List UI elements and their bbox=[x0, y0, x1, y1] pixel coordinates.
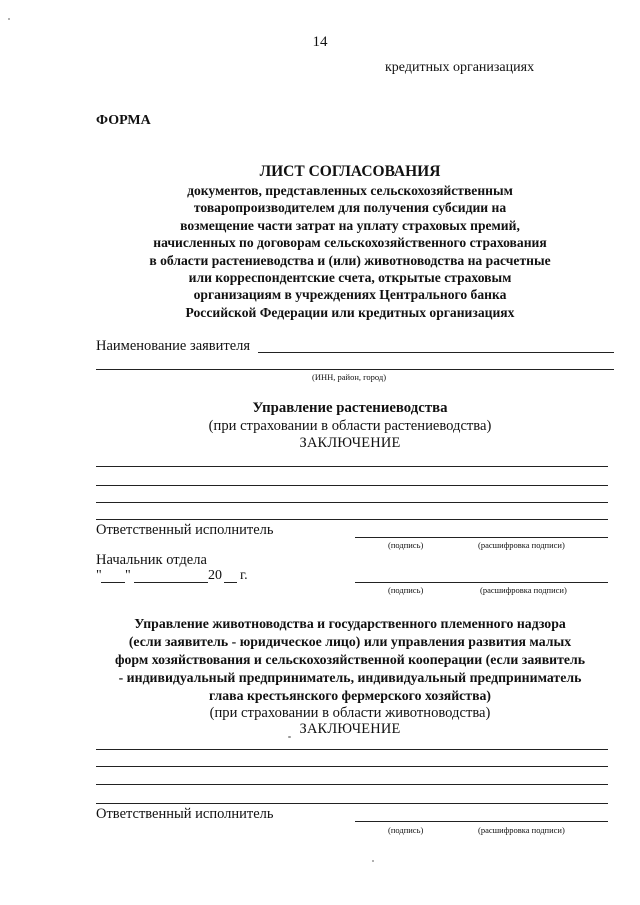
section1-conclusion-line[interactable] bbox=[96, 485, 608, 486]
continued-header-text: кредитных организациях bbox=[385, 60, 535, 75]
scan-speck bbox=[372, 860, 374, 862]
date-year-prefix: 20 bbox=[208, 568, 222, 583]
section2-subtitle: (при страховании в области животноводства) bbox=[209, 705, 491, 721]
title-body-line: Российской Федерации или кредитных организациях bbox=[185, 304, 515, 320]
title-body-line: организациям в учреждениях Центрального банка bbox=[193, 287, 507, 303]
date-quote-close: " bbox=[125, 568, 131, 583]
section2-conclusion-line[interactable] bbox=[96, 749, 608, 750]
section2-title-line: глава крестьянского фермерского хозяйства) bbox=[208, 688, 492, 703]
section1-executor-decoding-hint: (расшифровка подписи) bbox=[478, 540, 565, 550]
section2-title-line: (если заявитель - юридическое лицо) или управления развития малых bbox=[128, 634, 572, 649]
section2-conclusion-line[interactable] bbox=[96, 803, 608, 804]
applicant-details-field[interactable] bbox=[96, 369, 614, 370]
section1-conclusion-heading: ЗАКЛЮЧЕНИЕ bbox=[299, 435, 401, 451]
section1-head-label: Начальник отдела bbox=[96, 552, 207, 568]
section2-conclusion-line[interactable] bbox=[96, 766, 608, 767]
scan-speck bbox=[8, 18, 10, 20]
date-quote-open: " bbox=[96, 568, 102, 583]
section2-executor-decoding-hint: (расшифровка подписи) bbox=[478, 825, 565, 835]
date-year-suffix: г. bbox=[240, 568, 248, 583]
section2-executor-signature-field[interactable] bbox=[355, 821, 608, 822]
section1-conclusion-line[interactable] bbox=[96, 502, 608, 503]
title-body-line: начисленных по договорам сельскохозяйственного страхования bbox=[153, 235, 547, 251]
section2-conclusion-line[interactable] bbox=[96, 784, 608, 785]
date-year-field[interactable] bbox=[224, 582, 237, 583]
section1-executor-signature-hint: (подпись) bbox=[388, 540, 424, 550]
section1-head-decoding-hint: (расшифровка подписи) bbox=[480, 585, 567, 595]
applicant-label: Наименование заявителя bbox=[96, 338, 251, 354]
section1-head-signature-field[interactable] bbox=[355, 582, 608, 583]
section1-executor-signature-field[interactable] bbox=[355, 537, 608, 538]
applicant-hint: (ИНН, район, город) bbox=[312, 372, 387, 382]
section1-conclusion-line[interactable] bbox=[96, 466, 608, 467]
date-month-field[interactable] bbox=[134, 582, 208, 583]
section2-title-line: форм хозяйствования и сельскохозяйственной кооперации (если заявитель bbox=[114, 652, 586, 667]
section1-head-signature-hint: (подпись) bbox=[388, 585, 424, 595]
date-day-field[interactable] bbox=[101, 582, 125, 583]
section1-conclusion-line[interactable] bbox=[96, 519, 608, 520]
title-body-line: или корреспондентские счета, открытые страховым bbox=[188, 270, 512, 286]
section2-title bbox=[60, 615, 640, 705]
title-body-line: возмещение части затрат на уплату страховых премий, bbox=[180, 217, 520, 233]
section2-executor-signature-hint: (подпись) bbox=[388, 825, 424, 835]
section2-conclusion-heading: ЗАКЛЮЧЕНИЕ bbox=[299, 721, 401, 737]
applicant-name-field[interactable] bbox=[258, 352, 614, 353]
section1-title: Управление растениеводства bbox=[252, 400, 448, 416]
form-label: ФОРМА bbox=[96, 113, 151, 128]
section1-executor-label: Ответственный исполнитель bbox=[96, 522, 274, 538]
section2-title-line: - индивидуальный предприниматель, индивидуальный предприниматель bbox=[118, 670, 582, 685]
section2-executor-label: Ответственный исполнитель bbox=[96, 806, 274, 822]
section2-title-line: Управление животноводства и государственного племенного надзора bbox=[134, 616, 566, 631]
document-title: ЛИСТ СОГЛАСОВАНИЯ bbox=[259, 163, 441, 180]
page-number: 14 bbox=[312, 34, 328, 50]
title-body-line: товаропроизводителем для получения субсидии на bbox=[193, 200, 507, 216]
title-body-line: документов, представленных сельскохозяйственным bbox=[187, 183, 513, 198]
scan-speck bbox=[288, 736, 291, 738]
title-body bbox=[60, 182, 640, 321]
section1-subtitle: (при страховании в области растениеводства) bbox=[208, 418, 492, 434]
title-body-line: в области растениеводства и (или) животноводства на расчетные bbox=[149, 252, 551, 268]
